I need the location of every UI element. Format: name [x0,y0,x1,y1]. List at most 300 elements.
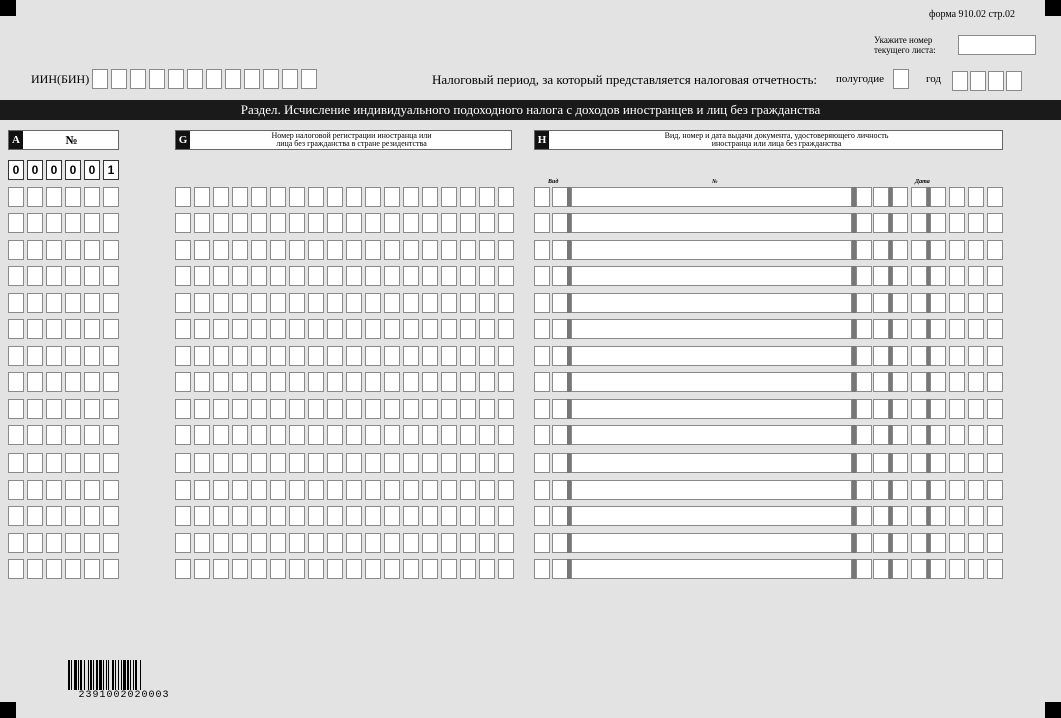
registration-number-cell[interactable] [270,240,286,260]
registration-number-cell[interactable] [346,319,362,339]
registration-number-cell[interactable] [498,372,514,392]
registration-number-cell[interactable] [403,559,419,579]
document-number-field[interactable] [571,346,852,366]
registration-number-cell[interactable] [365,506,381,526]
registration-number-cell[interactable] [498,293,514,313]
registration-number-cell[interactable] [175,559,191,579]
document-number-field[interactable] [571,425,852,445]
registration-number-cell[interactable] [213,399,229,419]
registration-number-cell[interactable] [384,480,400,500]
registration-number-cell[interactable] [384,187,400,207]
document-kind-cell[interactable] [534,319,550,339]
row-number-cell[interactable] [46,559,62,579]
document-date-cell[interactable] [873,240,889,260]
document-kind-cell[interactable] [552,453,568,473]
registration-number-cell[interactable] [308,425,324,445]
document-date-cell[interactable] [930,453,946,473]
document-number-field[interactable] [571,453,852,473]
registration-number-cell[interactable] [422,266,438,286]
iin-digit-cell[interactable] [92,69,108,89]
row-number-cell[interactable] [103,293,119,313]
document-date-cell[interactable] [873,213,889,233]
registration-number-cell[interactable] [213,559,229,579]
registration-number-cell[interactable] [175,346,191,366]
registration-number-cell[interactable] [213,346,229,366]
registration-number-cell[interactable] [327,372,343,392]
registration-number-cell[interactable] [498,187,514,207]
registration-number-cell[interactable] [346,399,362,419]
registration-number-cell[interactable] [308,533,324,553]
document-date-cell[interactable] [911,372,927,392]
registration-number-cell[interactable] [327,453,343,473]
row-number-cell[interactable] [65,293,81,313]
registration-number-cell[interactable] [308,266,324,286]
registration-number-cell[interactable] [270,533,286,553]
row-number-cell[interactable] [27,425,43,445]
registration-number-cell[interactable] [194,372,210,392]
row-number-cell[interactable] [46,293,62,313]
registration-number-cell[interactable] [403,319,419,339]
document-date-cell[interactable] [911,506,927,526]
registration-number-cell[interactable] [175,293,191,313]
registration-number-cell[interactable] [308,213,324,233]
document-date-cell[interactable] [856,425,872,445]
registration-number-cell[interactable] [289,480,305,500]
registration-number-cell[interactable] [498,266,514,286]
row-number-cell[interactable] [8,506,24,526]
registration-number-cell[interactable] [498,533,514,553]
row-number-cell[interactable] [84,453,100,473]
registration-number-cell[interactable] [213,425,229,445]
document-date-cell[interactable] [892,319,908,339]
row-number-cell[interactable] [103,240,119,260]
row-number-cell[interactable] [84,240,100,260]
document-date-cell[interactable] [873,559,889,579]
row-number-cell[interactable] [84,559,100,579]
registration-number-cell[interactable] [403,187,419,207]
registration-number-cell[interactable] [289,346,305,366]
registration-number-cell[interactable] [422,453,438,473]
registration-number-cell[interactable] [327,506,343,526]
registration-number-cell[interactable] [346,425,362,445]
row-number-cell[interactable] [84,213,100,233]
registration-number-cell[interactable] [365,372,381,392]
registration-number-cell[interactable] [213,213,229,233]
row-number-cell[interactable] [8,319,24,339]
registration-number-cell[interactable] [175,187,191,207]
document-date-cell[interactable] [968,240,984,260]
registration-number-cell[interactable] [346,372,362,392]
registration-number-cell[interactable] [194,559,210,579]
document-kind-cell[interactable] [552,293,568,313]
registration-number-cell[interactable] [289,533,305,553]
document-date-cell[interactable] [930,266,946,286]
iin-digit-cell[interactable] [301,69,317,89]
registration-number-cell[interactable] [422,213,438,233]
document-date-cell[interactable] [911,213,927,233]
registration-number-cell[interactable] [175,372,191,392]
registration-number-cell[interactable] [270,559,286,579]
row-number-cell[interactable] [8,240,24,260]
document-kind-cell[interactable] [552,399,568,419]
row-number-cell[interactable] [8,425,24,445]
registration-number-cell[interactable] [365,425,381,445]
document-date-cell[interactable] [892,187,908,207]
row-number-cell[interactable] [84,319,100,339]
row-number-cell[interactable] [8,453,24,473]
registration-number-cell[interactable] [251,425,267,445]
registration-number-cell[interactable] [384,293,400,313]
registration-number-cell[interactable] [194,480,210,500]
registration-number-cell[interactable] [289,187,305,207]
registration-number-cell[interactable] [194,506,210,526]
document-date-cell[interactable] [911,266,927,286]
registration-number-cell[interactable] [232,480,248,500]
registration-number-cell[interactable] [232,266,248,286]
registration-number-cell[interactable] [289,425,305,445]
registration-number-cell[interactable] [194,266,210,286]
document-kind-cell[interactable] [552,187,568,207]
document-date-cell[interactable] [892,533,908,553]
registration-number-cell[interactable] [270,480,286,500]
registration-number-cell[interactable] [441,399,457,419]
document-date-cell[interactable] [856,399,872,419]
registration-number-cell[interactable] [251,240,267,260]
document-date-cell[interactable] [873,506,889,526]
row-number-cell[interactable] [65,453,81,473]
document-date-cell[interactable] [856,506,872,526]
document-date-cell[interactable] [949,399,965,419]
registration-number-cell[interactable] [498,319,514,339]
registration-number-cell[interactable] [441,453,457,473]
document-date-cell[interactable] [856,346,872,366]
registration-number-cell[interactable] [327,319,343,339]
registration-number-cell[interactable] [403,346,419,366]
row-number-cell[interactable] [103,399,119,419]
registration-number-cell[interactable] [308,240,324,260]
registration-number-cell[interactable] [175,506,191,526]
row-number-cell[interactable] [103,319,119,339]
registration-number-cell[interactable] [213,240,229,260]
document-kind-cell[interactable] [534,506,550,526]
document-date-cell[interactable] [987,425,1003,445]
document-date-cell[interactable] [892,425,908,445]
document-number-field[interactable] [571,480,852,500]
registration-number-cell[interactable] [175,425,191,445]
row-number-cell[interactable] [84,533,100,553]
registration-number-cell[interactable] [460,399,476,419]
registration-number-cell[interactable] [498,240,514,260]
row-number-cell[interactable] [46,319,62,339]
registration-number-cell[interactable] [270,266,286,286]
row-number-cell[interactable] [46,425,62,445]
row-number-cell[interactable] [103,372,119,392]
registration-number-cell[interactable] [498,453,514,473]
registration-number-cell[interactable] [460,506,476,526]
row-number-cell[interactable] [103,187,119,207]
registration-number-cell[interactable] [365,480,381,500]
row-number-cell[interactable] [27,240,43,260]
registration-number-cell[interactable] [289,453,305,473]
registration-number-cell[interactable] [498,425,514,445]
registration-number-cell[interactable] [175,480,191,500]
document-date-cell[interactable] [911,346,927,366]
row-number-cell[interactable] [8,399,24,419]
registration-number-cell[interactable] [422,506,438,526]
registration-number-cell[interactable] [175,319,191,339]
registration-number-cell[interactable] [232,506,248,526]
document-date-cell[interactable] [873,399,889,419]
document-date-cell[interactable] [873,372,889,392]
document-date-cell[interactable] [911,453,927,473]
registration-number-cell[interactable] [403,266,419,286]
registration-number-cell[interactable] [422,425,438,445]
registration-number-cell[interactable] [460,372,476,392]
row-number-cell[interactable] [46,506,62,526]
document-date-cell[interactable] [892,399,908,419]
row-number-cell[interactable] [65,213,81,233]
registration-number-cell[interactable] [232,453,248,473]
row-number-cell[interactable] [8,187,24,207]
row-number-cell[interactable] [84,372,100,392]
row-number-cell[interactable] [84,399,100,419]
document-date-cell[interactable] [930,319,946,339]
registration-number-cell[interactable] [251,559,267,579]
row-number-cell[interactable] [103,506,119,526]
document-date-cell[interactable] [968,533,984,553]
registration-number-cell[interactable] [194,319,210,339]
document-date-cell[interactable] [949,240,965,260]
document-date-cell[interactable] [987,372,1003,392]
row-number-cell[interactable] [65,425,81,445]
iin-digit-cell[interactable] [244,69,260,89]
document-kind-cell[interactable] [534,453,550,473]
document-date-cell[interactable] [987,453,1003,473]
document-date-cell[interactable] [968,399,984,419]
document-date-cell[interactable] [930,399,946,419]
registration-number-cell[interactable] [498,506,514,526]
document-date-cell[interactable] [873,346,889,366]
registration-number-cell[interactable] [232,425,248,445]
registration-number-cell[interactable] [232,533,248,553]
registration-number-cell[interactable] [441,187,457,207]
half-year-input[interactable] [893,69,909,89]
registration-number-cell[interactable] [308,319,324,339]
registration-number-cell[interactable] [441,506,457,526]
registration-number-cell[interactable] [213,480,229,500]
document-date-cell[interactable] [856,453,872,473]
registration-number-cell[interactable] [194,399,210,419]
row-number-cell[interactable] [27,506,43,526]
document-kind-cell[interactable] [534,266,550,286]
registration-number-cell[interactable] [251,346,267,366]
registration-number-cell[interactable] [441,266,457,286]
document-kind-cell[interactable] [552,213,568,233]
registration-number-cell[interactable] [327,559,343,579]
document-date-cell[interactable] [856,559,872,579]
registration-number-cell[interactable] [403,480,419,500]
document-date-cell[interactable] [987,399,1003,419]
document-kind-cell[interactable] [534,533,550,553]
registration-number-cell[interactable] [346,533,362,553]
registration-number-cell[interactable] [365,453,381,473]
row-number-cell[interactable] [27,533,43,553]
registration-number-cell[interactable] [175,453,191,473]
registration-number-cell[interactable] [479,266,495,286]
document-date-cell[interactable] [949,187,965,207]
registration-number-cell[interactable] [213,187,229,207]
document-kind-cell[interactable] [552,559,568,579]
registration-number-cell[interactable] [175,399,191,419]
registration-number-cell[interactable] [384,506,400,526]
document-number-field[interactable] [571,372,852,392]
row-number-cell[interactable] [65,319,81,339]
registration-number-cell[interactable] [479,506,495,526]
iin-digit-cell[interactable] [130,69,146,89]
document-date-cell[interactable] [892,266,908,286]
registration-number-cell[interactable] [479,480,495,500]
registration-number-cell[interactable] [289,319,305,339]
registration-number-cell[interactable] [422,240,438,260]
registration-number-cell[interactable] [479,453,495,473]
document-kind-cell[interactable] [552,319,568,339]
document-date-cell[interactable] [949,346,965,366]
registration-number-cell[interactable] [384,372,400,392]
registration-number-cell[interactable] [498,213,514,233]
iin-digit-cell[interactable] [282,69,298,89]
document-date-cell[interactable] [949,293,965,313]
sheet-number-input[interactable] [958,35,1036,55]
row-number-cell[interactable] [46,240,62,260]
iin-digit-cell[interactable] [168,69,184,89]
row-number-cell[interactable] [27,187,43,207]
document-kind-cell[interactable] [534,480,550,500]
document-number-field[interactable] [571,266,852,286]
document-date-cell[interactable] [892,480,908,500]
document-kind-cell[interactable] [552,266,568,286]
registration-number-cell[interactable] [479,293,495,313]
document-date-cell[interactable] [949,425,965,445]
registration-number-cell[interactable] [251,187,267,207]
document-kind-cell[interactable] [552,480,568,500]
registration-number-cell[interactable] [270,319,286,339]
registration-number-cell[interactable] [308,293,324,313]
registration-number-cell[interactable] [346,559,362,579]
document-number-field[interactable] [571,293,852,313]
registration-number-cell[interactable] [384,213,400,233]
document-date-cell[interactable] [873,187,889,207]
registration-number-cell[interactable] [232,187,248,207]
registration-number-cell[interactable] [194,533,210,553]
registration-number-cell[interactable] [194,293,210,313]
registration-number-cell[interactable] [308,559,324,579]
registration-number-cell[interactable] [384,240,400,260]
registration-number-cell[interactable] [498,559,514,579]
registration-number-cell[interactable] [460,293,476,313]
document-date-cell[interactable] [892,213,908,233]
document-kind-cell[interactable] [552,372,568,392]
document-date-cell[interactable] [949,266,965,286]
document-kind-cell[interactable] [552,240,568,260]
document-date-cell[interactable] [930,187,946,207]
registration-number-cell[interactable] [289,240,305,260]
row-number-cell[interactable] [103,480,119,500]
document-number-field[interactable] [571,213,852,233]
registration-number-cell[interactable] [289,213,305,233]
registration-number-cell[interactable] [422,559,438,579]
registration-number-cell[interactable] [498,480,514,500]
document-date-cell[interactable] [892,506,908,526]
row-number-cell[interactable] [27,453,43,473]
row-number-cell[interactable] [8,266,24,286]
row-number-cell[interactable] [46,213,62,233]
registration-number-cell[interactable] [327,346,343,366]
document-date-cell[interactable] [911,425,927,445]
registration-number-cell[interactable] [289,506,305,526]
registration-number-cell[interactable] [441,240,457,260]
document-date-cell[interactable] [873,319,889,339]
document-date-cell[interactable] [987,506,1003,526]
document-date-cell[interactable] [892,559,908,579]
registration-number-cell[interactable] [213,372,229,392]
registration-number-cell[interactable] [251,213,267,233]
row-number-cell[interactable] [27,559,43,579]
registration-number-cell[interactable] [365,533,381,553]
document-date-cell[interactable] [856,293,872,313]
document-date-cell[interactable] [949,453,965,473]
row-number-cell[interactable] [65,533,81,553]
registration-number-cell[interactable] [365,319,381,339]
document-date-cell[interactable] [911,559,927,579]
document-date-cell[interactable] [892,453,908,473]
registration-number-cell[interactable] [194,346,210,366]
year-digit-cell[interactable] [1006,71,1022,91]
registration-number-cell[interactable] [365,213,381,233]
registration-number-cell[interactable] [308,453,324,473]
document-date-cell[interactable] [856,266,872,286]
document-date-cell[interactable] [856,319,872,339]
registration-number-cell[interactable] [384,559,400,579]
registration-number-cell[interactable] [479,213,495,233]
document-kind-cell[interactable] [534,372,550,392]
registration-number-cell[interactable] [327,293,343,313]
registration-number-cell[interactable] [460,213,476,233]
registration-number-cell[interactable] [346,240,362,260]
registration-number-cell[interactable] [403,533,419,553]
document-date-cell[interactable] [892,346,908,366]
document-date-cell[interactable] [930,240,946,260]
document-date-cell[interactable] [949,480,965,500]
document-number-field[interactable] [571,187,852,207]
registration-number-cell[interactable] [175,240,191,260]
document-date-cell[interactable] [987,346,1003,366]
document-date-cell[interactable] [892,372,908,392]
document-date-cell[interactable] [856,213,872,233]
registration-number-cell[interactable] [308,480,324,500]
iin-digit-cell[interactable] [149,69,165,89]
document-date-cell[interactable] [968,372,984,392]
row-number-cell[interactable] [8,372,24,392]
document-date-cell[interactable] [856,372,872,392]
registration-number-cell[interactable] [194,240,210,260]
row-number-cell[interactable] [46,453,62,473]
registration-number-cell[interactable] [251,293,267,313]
registration-number-cell[interactable] [270,453,286,473]
registration-number-cell[interactable] [270,506,286,526]
registration-number-cell[interactable] [327,240,343,260]
registration-number-cell[interactable] [213,266,229,286]
document-date-cell[interactable] [930,506,946,526]
